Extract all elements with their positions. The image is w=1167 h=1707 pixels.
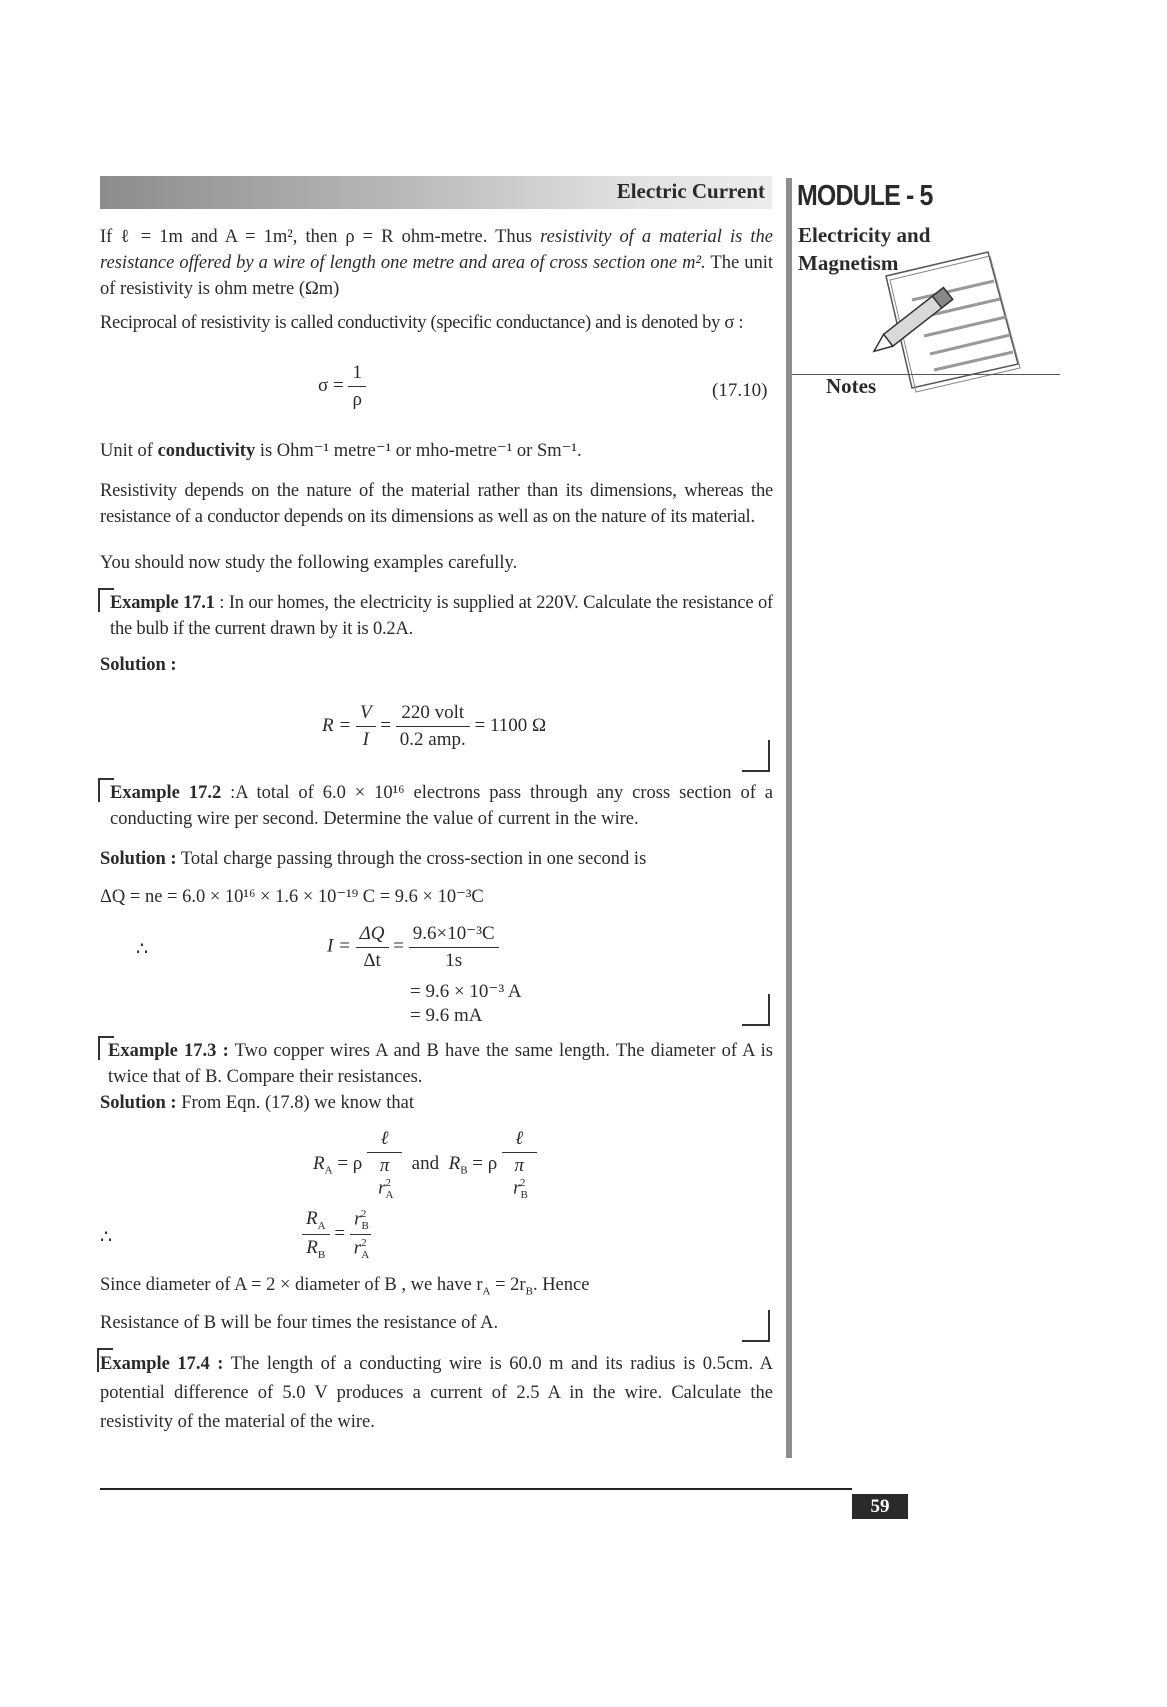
- equation-ratio: $\frac{R_A}{R_B}$ = $\frac{r_B^2}{r_A^2}$: [302, 1208, 371, 1261]
- solution-17-2: Solution : Total charge passing through the cross-section in one second is: [100, 849, 647, 869]
- equation-number: (17.10): [712, 380, 768, 401]
- footer-rule: [100, 1488, 852, 1490]
- example-end-mark: [742, 740, 770, 772]
- paragraph-conductivity: Reciprocal of resistivity is called conductivity (specific conductance) and is denoted by σ :: [100, 313, 744, 333]
- current-value-ma: = 9.6 mA: [410, 1005, 483, 1026]
- equation-current: I = $\frac{\Delta Q}{\Delta t}$ = $\frac{\text{9.6×10⁻³C}}{1s}$: [327, 922, 499, 972]
- therefore-symbol: ∴: [100, 1227, 113, 1248]
- result-statement: Resistance of B will be four times the resistance of A.: [100, 1313, 499, 1333]
- margin-bar: [786, 178, 792, 1458]
- page-number: 59: [852, 1494, 908, 1519]
- equation-ra-rb: $R_A = \rho$ $\frac{\text{ℓ}}{\pi r_A^2}$ and $R_B = \rho$ $\frac{\text{ℓ}}{\pi r_B^2}$: [313, 1128, 537, 1201]
- chapter-title: Electric Current: [616, 179, 765, 203]
- therefore-symbol: ∴: [136, 939, 149, 960]
- solution-17-3: Solution : From Eqn. (17.8) we know that: [100, 1093, 414, 1113]
- solution-label: Solution :: [100, 655, 177, 675]
- module-label: MODULE - 5: [797, 180, 933, 212]
- example-17-3: Example 17.3 : Two copper wires A and B have the same length. The diameter of A is twice that of B. Compare their resistances.: [108, 1041, 773, 1087]
- paragraph-dependence: Resistivity depends on the nature of the material rather than its dimensions, whereas the resistance of a conductor depends on its dimensions as well as on the nature of its material.: [100, 481, 773, 527]
- example-end-mark: [742, 994, 770, 1026]
- current-value-amp: = 9.6 × 10⁻³ A: [410, 981, 522, 1002]
- example-17-4: Example 17.4 : The length of a conducting wire is 60.0 m and its radius is 0.5cm. A potential difference of 5.0 V produces a current of 2.5 A in the wire. Calculate the resistivity of the material of the wire.: [100, 1354, 773, 1432]
- example-end-mark: [742, 1310, 770, 1342]
- paragraph-study: You should now study the following examples carefully.: [100, 553, 518, 573]
- diameter-statement: Since diameter of A = 2 × diameter of B , we have $r_A = 2r_B$. Hence: [100, 1275, 590, 1298]
- paragraph-unit: Unit of conductivity is Ohm⁻¹ metre⁻¹ or mho-metre⁻¹ or Sm⁻¹.: [100, 441, 582, 461]
- module-subject: Electricity and Magnetism: [798, 223, 931, 275]
- notes-label: Notes: [826, 374, 877, 398]
- example-17-2: Example 17.2 :A total of 6.0 × 10¹⁶ electrons pass through any cross section of a conducting wire per second. Determine the value of current in the wire.: [110, 783, 774, 829]
- equation-resistance: R = $\frac{V}{I}$ = $\frac{\text{220 volt}}{\text{0.2 amp.}}$ = 1100 Ω: [322, 702, 547, 750]
- example-17-1: Example 17.1 : In our homes, the electricity is supplied at 220V. Calculate the resistance of the bulb if the current drawn by it is 0.2A.: [110, 593, 773, 639]
- equation-sigma: σ = $\frac{1}{\rho}$: [318, 362, 366, 411]
- paragraph-resistivity: If ℓ = 1m and A = 1m², then ρ = R ohm-metre. Thus resistivity of a material is the resistance offered by a wire of length one metre and area of cross section one m². The unit of resistivity is ohm metre (Ωm): [100, 227, 774, 299]
- charge-equation: ΔQ = ne = 6.0 × 10¹⁶ × 1.6 × 10⁻¹⁹ C = 9.6 × 10⁻³C: [100, 887, 484, 907]
